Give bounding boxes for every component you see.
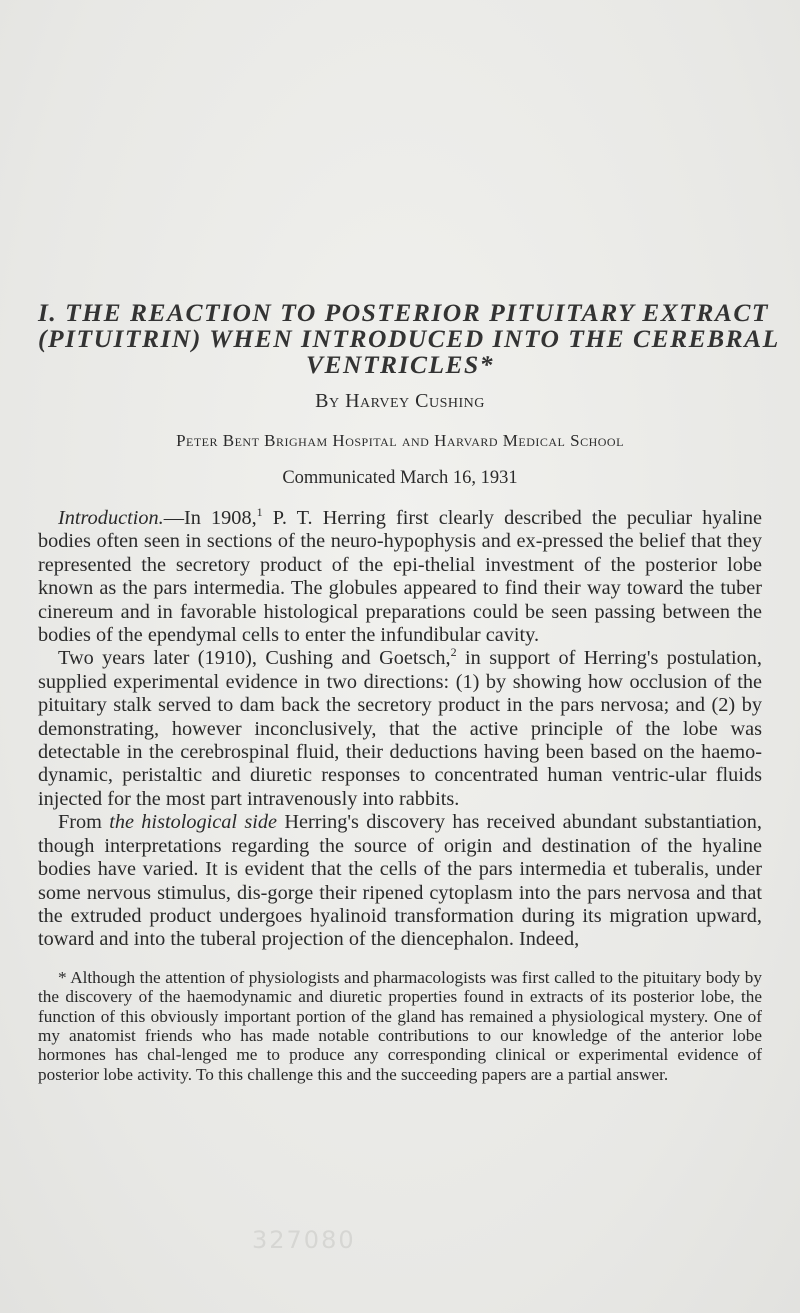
title-line-2: (PITUITRIN) WHEN INTRODUCED INTO THE CEREBRAL	[38, 324, 780, 353]
paragraph-text: Herring's discovery has received abundant substantiation, though interpretations regarding the source of origin and destination of the hyaline bodies have varied. It is evident that the cells of the pars intermedia et tuberalis, under some nervous stimulus, dis-gorge their ripened cytoplasm into the pars nervosa and that the extruded product undergoes hyalinoid transformation during its migration upward, toward and into the tuberal projection of the diencephalon. Indeed,	[38, 811, 762, 951]
communicated-date: Communicated March 16, 1931	[282, 468, 518, 488]
paragraph-text: —In 1908,	[163, 507, 257, 529]
paragraph-two-years-later	[38, 647, 762, 811]
title-line-1: I. THE REACTION TO POSTERIOR PITUITARY EXTRACT	[38, 298, 769, 327]
footnote: * Although the attention of physiologists and pharmacologists was first called to the pituitary body by the discovery of the haemodynamic and diuretic properties found in extracts of its posterior lobe, the function of this obviously important portion of the gland has remained a physiological mystery. One of my anatomist friends who has made notable contributions to our knowledge of the anterior lobe hormones has chal-lenged me to produce any corresponding clinical or experimental evidence of posterior lobe activity. To this challenge this and the succeeding papers are a partial answer.	[38, 967, 762, 1084]
emphasis-text: the histological side	[109, 811, 278, 834]
section-heading-introduction: Introduction.	[58, 507, 164, 529]
footnote-ref-2: 2	[450, 645, 457, 660]
title-line-3: VENTRICLES*	[306, 350, 494, 379]
library-stamp: 327080	[252, 1226, 356, 1254]
article-page	[38, 298, 780, 1084]
paragraph-text: Two years later (1910), Cushing and Goetsch,	[58, 647, 451, 670]
paragraph-text: in support of Herring's postulation, supplied experimental evidence in two directions: (1) by showing how occlusion of the pituitary stalk served to dam back the secretory product in the pars nervosa; and (2) by demonstrating, however inconclusively, that the active principle of the lobe was detectable in the cerebrospinal fluid, their deductions having been based on the haemo-dynamic, peristaltic and diuretic responses to concentrated human ventric-ular fluids injected for the most part intravenously into rabbits.	[38, 647, 762, 810]
paragraph-histological	[38, 811, 762, 951]
paragraph-text: P. T. Herring first clearly described the peculiar hyaline bodies often seen in sections of the neuro-hypophysis and ex-pressed the belief that they represented the secretory product of the epi-thelial investment of the posterior lobe known as the pars intermedia. The globules appeared to find their way toward the tuber cinereum and in favorable histological preparations could be seen passing between the bodies of the ependymal cells to enter the infundibular cavity.	[38, 507, 762, 647]
article-body	[38, 507, 762, 952]
author-byline: By Harvey Cushing	[315, 390, 485, 412]
paragraph-text: From	[58, 811, 110, 834]
paragraph-introduction	[38, 507, 762, 647]
article-title	[38, 298, 780, 379]
footnote-ref-1: 1	[256, 505, 263, 519]
affiliation: Peter Bent Brigham Hospital and Harvard Medical School	[176, 431, 624, 450]
